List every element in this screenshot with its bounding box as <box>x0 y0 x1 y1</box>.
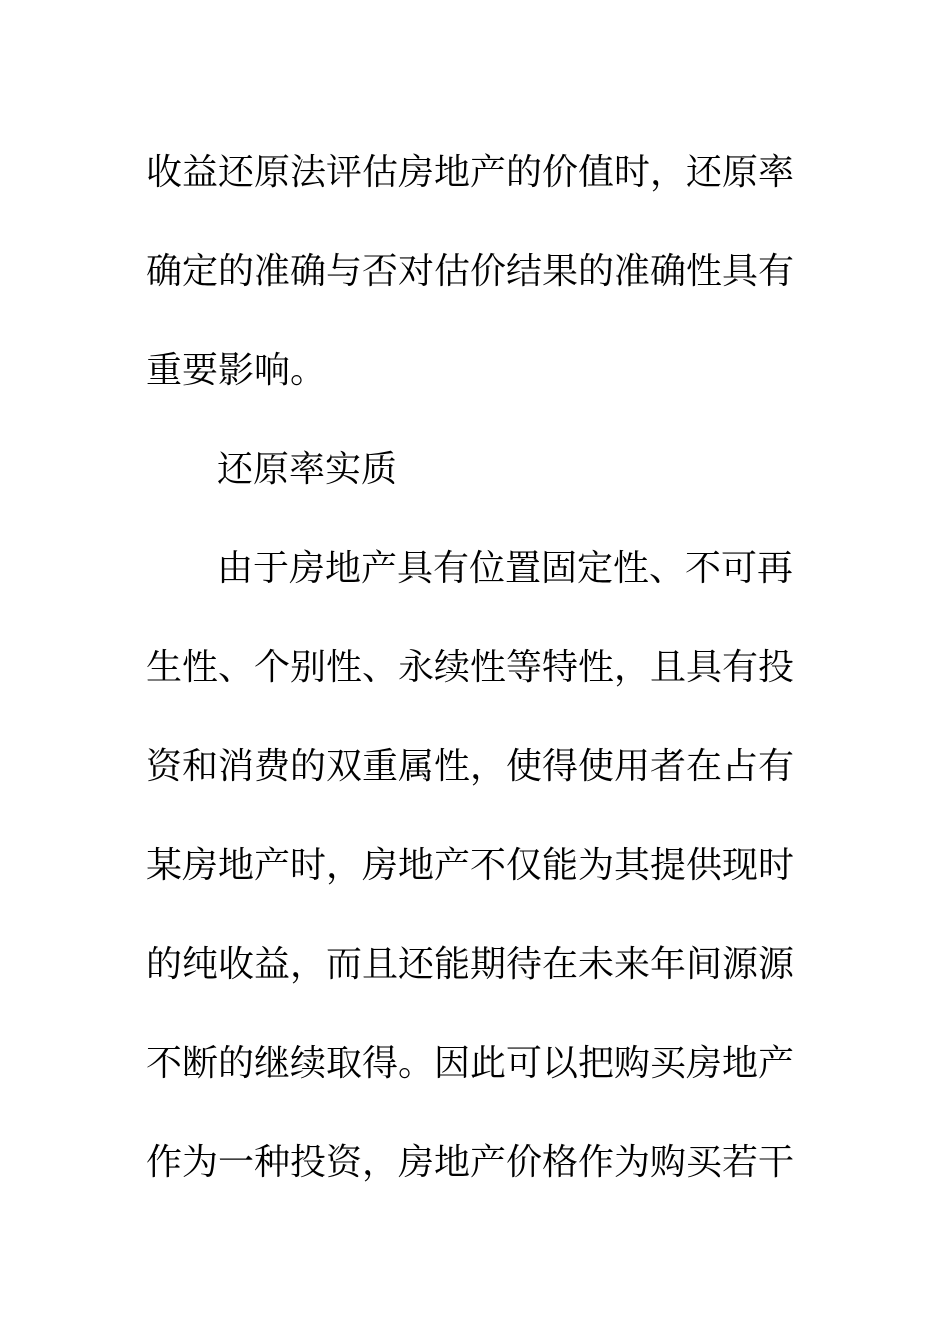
paragraph-line: 确定的准确与否对估价结果的准确性具有 <box>146 251 795 292</box>
paragraph-line: 生性、个别性、永续性等特性，且具有投 <box>146 647 795 688</box>
paragraph-line: 作为一种投资，房地产价格作为购买若干 <box>146 1142 795 1183</box>
paragraph-line: 资和消费的双重属性，使得使用者在占有 <box>146 746 795 787</box>
paragraph-line: 由于房地产具有位置固定性、不可再 <box>217 548 794 589</box>
paragraph-line: 重要影响。 <box>146 350 327 391</box>
document-body <box>146 123 795 1212</box>
paragraph-line: 收益还原法评估房地产的价值时，还原率 <box>146 152 795 193</box>
paragraph-line: 不断的继续取得。因此可以把购买房地产 <box>146 1043 795 1084</box>
paragraph-line: 的纯收益，而且还能期待在未来年间源源 <box>146 944 795 985</box>
paragraph-line: 某房地产时，房地产不仅能为其提供现时 <box>146 845 795 886</box>
section-heading: 还原率实质 <box>217 449 398 490</box>
